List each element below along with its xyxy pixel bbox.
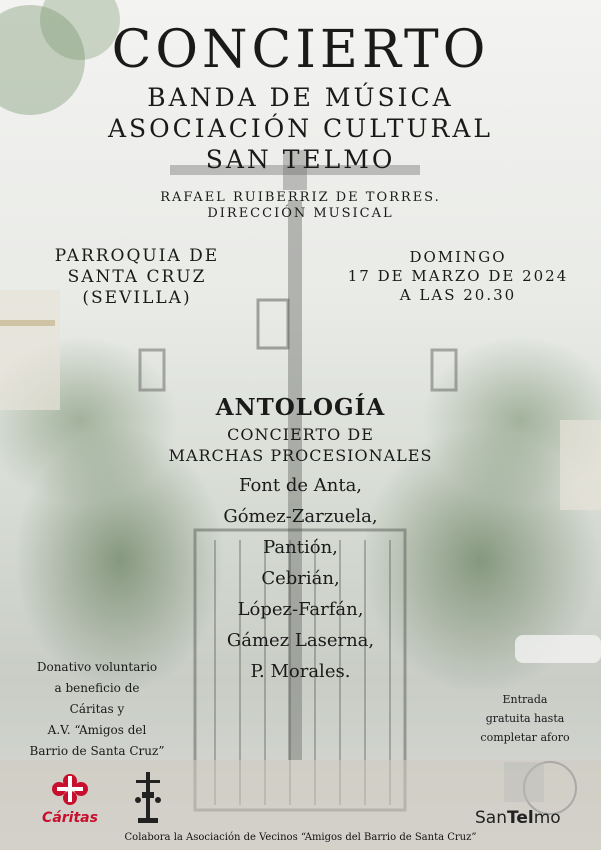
venue-line-3: (SEVILLA) (82, 288, 192, 308)
band-line-1: BANDA DE MÚSICA (147, 83, 454, 112)
director-line-2: DIRECCIÓN MUSICAL (207, 206, 394, 221)
composer-list (0, 470, 601, 687)
donation-line: A.V. “Amigos del (47, 723, 147, 737)
entry-note (460, 690, 590, 747)
composer-item: López-Farfán, (237, 599, 364, 620)
caritas-cross-icon (50, 772, 90, 806)
composer-item: Gámez Laserna, (226, 630, 375, 651)
donation-line: Donativo voluntario (36, 660, 158, 674)
footer-credit: Colabora la Asociación de Vecinos “Amigos del Barrio de Santa Cruz” (124, 832, 477, 843)
san-telmo-logo-part1: San (475, 808, 507, 828)
entry-line: completar aforo (480, 731, 570, 744)
program-subtitle-2: MARCHAS PROCESIONALES (168, 446, 433, 465)
program-title: ANTOLOGÍA (215, 394, 386, 421)
date-line-3: A LAS 20.30 (399, 286, 517, 304)
donation-line: a beneficio de (54, 681, 140, 695)
composer-item: Cebrián, (261, 568, 340, 589)
composer-item: Pantión, (263, 537, 338, 558)
entry-line: gratuita hasta (485, 712, 565, 725)
director-line-1: RAFAEL RUIBERRIZ DE TORRES. (160, 190, 441, 205)
donation-line: Cáritas y (69, 702, 125, 716)
santa-cruz-cross-icon (128, 772, 168, 826)
composer-item: Gómez-Zarzuela, (223, 506, 378, 527)
entry-line: Entrada (502, 693, 548, 706)
donation-line: Barrio de Santa Cruz” (29, 744, 165, 758)
san-telmo-logo (475, 808, 561, 828)
composer-item: Font de Anta, (238, 475, 363, 496)
date-block (338, 248, 578, 305)
venue-line-2: SANTA CRUZ (67, 267, 207, 287)
program-subtitle-1: CONCIERTO DE (227, 425, 374, 444)
caritas-logo (32, 772, 108, 826)
venue-line-1: PARROQUIA DE (54, 246, 220, 266)
composer-item: P. Morales. (250, 661, 351, 682)
san-telmo-logo-part2: Tel (506, 808, 534, 828)
poster-title: CONCIERTO (111, 20, 490, 80)
band-line-3: SAN TELMO (205, 145, 396, 174)
venue-block (27, 246, 247, 309)
date-line-1: DOMINGO (409, 248, 507, 266)
caritas-logo-text: Cáritas (42, 810, 98, 826)
date-line-2: 17 DE MARZO DE 2024 (347, 267, 569, 285)
donation-note (22, 657, 172, 762)
band-line-2: ASOCIACIÓN CULTURAL (107, 114, 494, 143)
san-telmo-logo-part3: mo (533, 808, 561, 828)
